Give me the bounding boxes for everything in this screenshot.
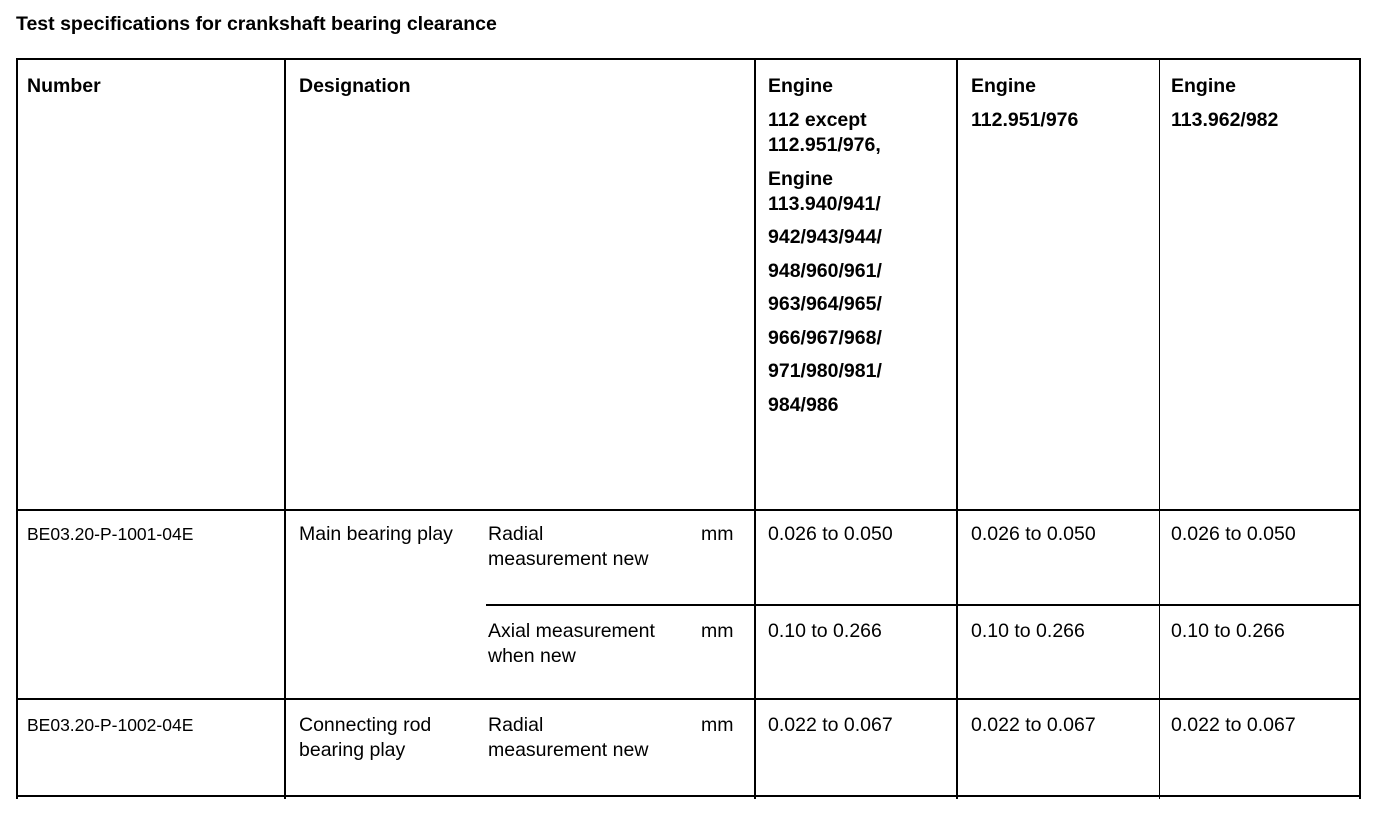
- engine-col1-label: Engine: [768, 75, 834, 97]
- row1-m2-unit: mm: [701, 620, 734, 642]
- row1-m1-type: [488, 522, 648, 572]
- row1-m2-type: [488, 619, 655, 669]
- row1-m2-value-engine2: 0.10 to 0.266: [971, 620, 1085, 642]
- engine-col1-model-line: 948/960/961/: [768, 259, 882, 282]
- header-engine-col1: [768, 74, 882, 422]
- row2-m1-type-line1: Radial: [488, 714, 544, 736]
- row2-m1-value-engine2: 0.022 to 0.067: [971, 714, 1096, 736]
- row-divider: [16, 698, 1361, 700]
- table-right-border: [1359, 60, 1361, 799]
- row2-m1-type: [488, 713, 648, 763]
- engine-col1-model-line: 113.940/941/: [768, 193, 881, 215]
- row1-m1-unit: mm: [701, 523, 734, 545]
- header-row-divider: [16, 509, 1361, 511]
- row2-m1-type-line2: measurement new: [488, 739, 649, 761]
- spec-table: [16, 58, 1361, 797]
- column-divider-engine2: [1159, 60, 1160, 799]
- row1-m2-type-line2: when new: [488, 645, 576, 667]
- engine-col1-model-line: 984/986: [768, 393, 839, 416]
- engine-col2-label: Engine: [971, 75, 1037, 97]
- table-left-border: [16, 60, 18, 799]
- row1-number: BE03.20-P-1001-04E: [27, 524, 194, 544]
- row2-number: BE03.20-P-1002-04E: [27, 715, 194, 735]
- engine-col1-line2: 112.951/976,: [768, 134, 881, 156]
- engine-col2-model: 112.951/976: [971, 109, 1079, 131]
- header-number: Number: [27, 75, 101, 97]
- column-divider-designation: [754, 60, 756, 799]
- row1-m1-type-line1: Radial: [488, 523, 544, 545]
- row1-m2-type-line1: Axial measurement: [488, 620, 655, 642]
- header-engine-col3: [1171, 74, 1278, 133]
- row2-designation-line1: Connecting rod: [299, 714, 432, 736]
- engine-col1-label2: Engine: [768, 168, 834, 190]
- column-divider-engine1: [956, 60, 958, 799]
- document-title: Test specifications for crankshaft bearing clearance: [16, 13, 497, 35]
- row1-m2-value-engine3: 0.10 to 0.266: [1171, 620, 1285, 642]
- row2-m1-value-engine3: 0.022 to 0.067: [1171, 714, 1296, 736]
- engine-col1-model-line: 971/980/981/: [768, 360, 882, 382]
- row1-m2-value-engine1: 0.10 to 0.266: [768, 620, 882, 642]
- measurement-divider: [486, 604, 1361, 606]
- header-designation: Designation: [299, 75, 411, 97]
- engine-col1-model-line: 966/967/968/: [768, 326, 882, 349]
- engine-col1-model-line: 942/943/944/: [768, 226, 882, 248]
- engine-col3-model: 113.962/982: [1171, 109, 1279, 131]
- header-engine-col2: [971, 74, 1078, 133]
- row1-m1-value-engine2: 0.026 to 0.050: [971, 523, 1096, 545]
- row1-m1-type-line2: measurement new: [488, 548, 649, 570]
- row2-m1-value-engine1: 0.022 to 0.067: [768, 714, 893, 736]
- row1-m1-value-engine1: 0.026 to 0.050: [768, 523, 893, 545]
- row2-m1-unit: mm: [701, 714, 734, 736]
- engine-col3-label: Engine: [1171, 75, 1237, 97]
- column-divider-number: [284, 60, 286, 799]
- engine-col1-line1: 112 except: [768, 109, 867, 131]
- row1-designation: Main bearing play: [299, 523, 453, 545]
- engine-col1-model-line: 963/964/965/: [768, 293, 882, 315]
- row2-designation-line2: bearing play: [299, 739, 406, 761]
- row2-designation: [299, 713, 431, 763]
- row1-m1-value-engine3: 0.026 to 0.050: [1171, 523, 1296, 545]
